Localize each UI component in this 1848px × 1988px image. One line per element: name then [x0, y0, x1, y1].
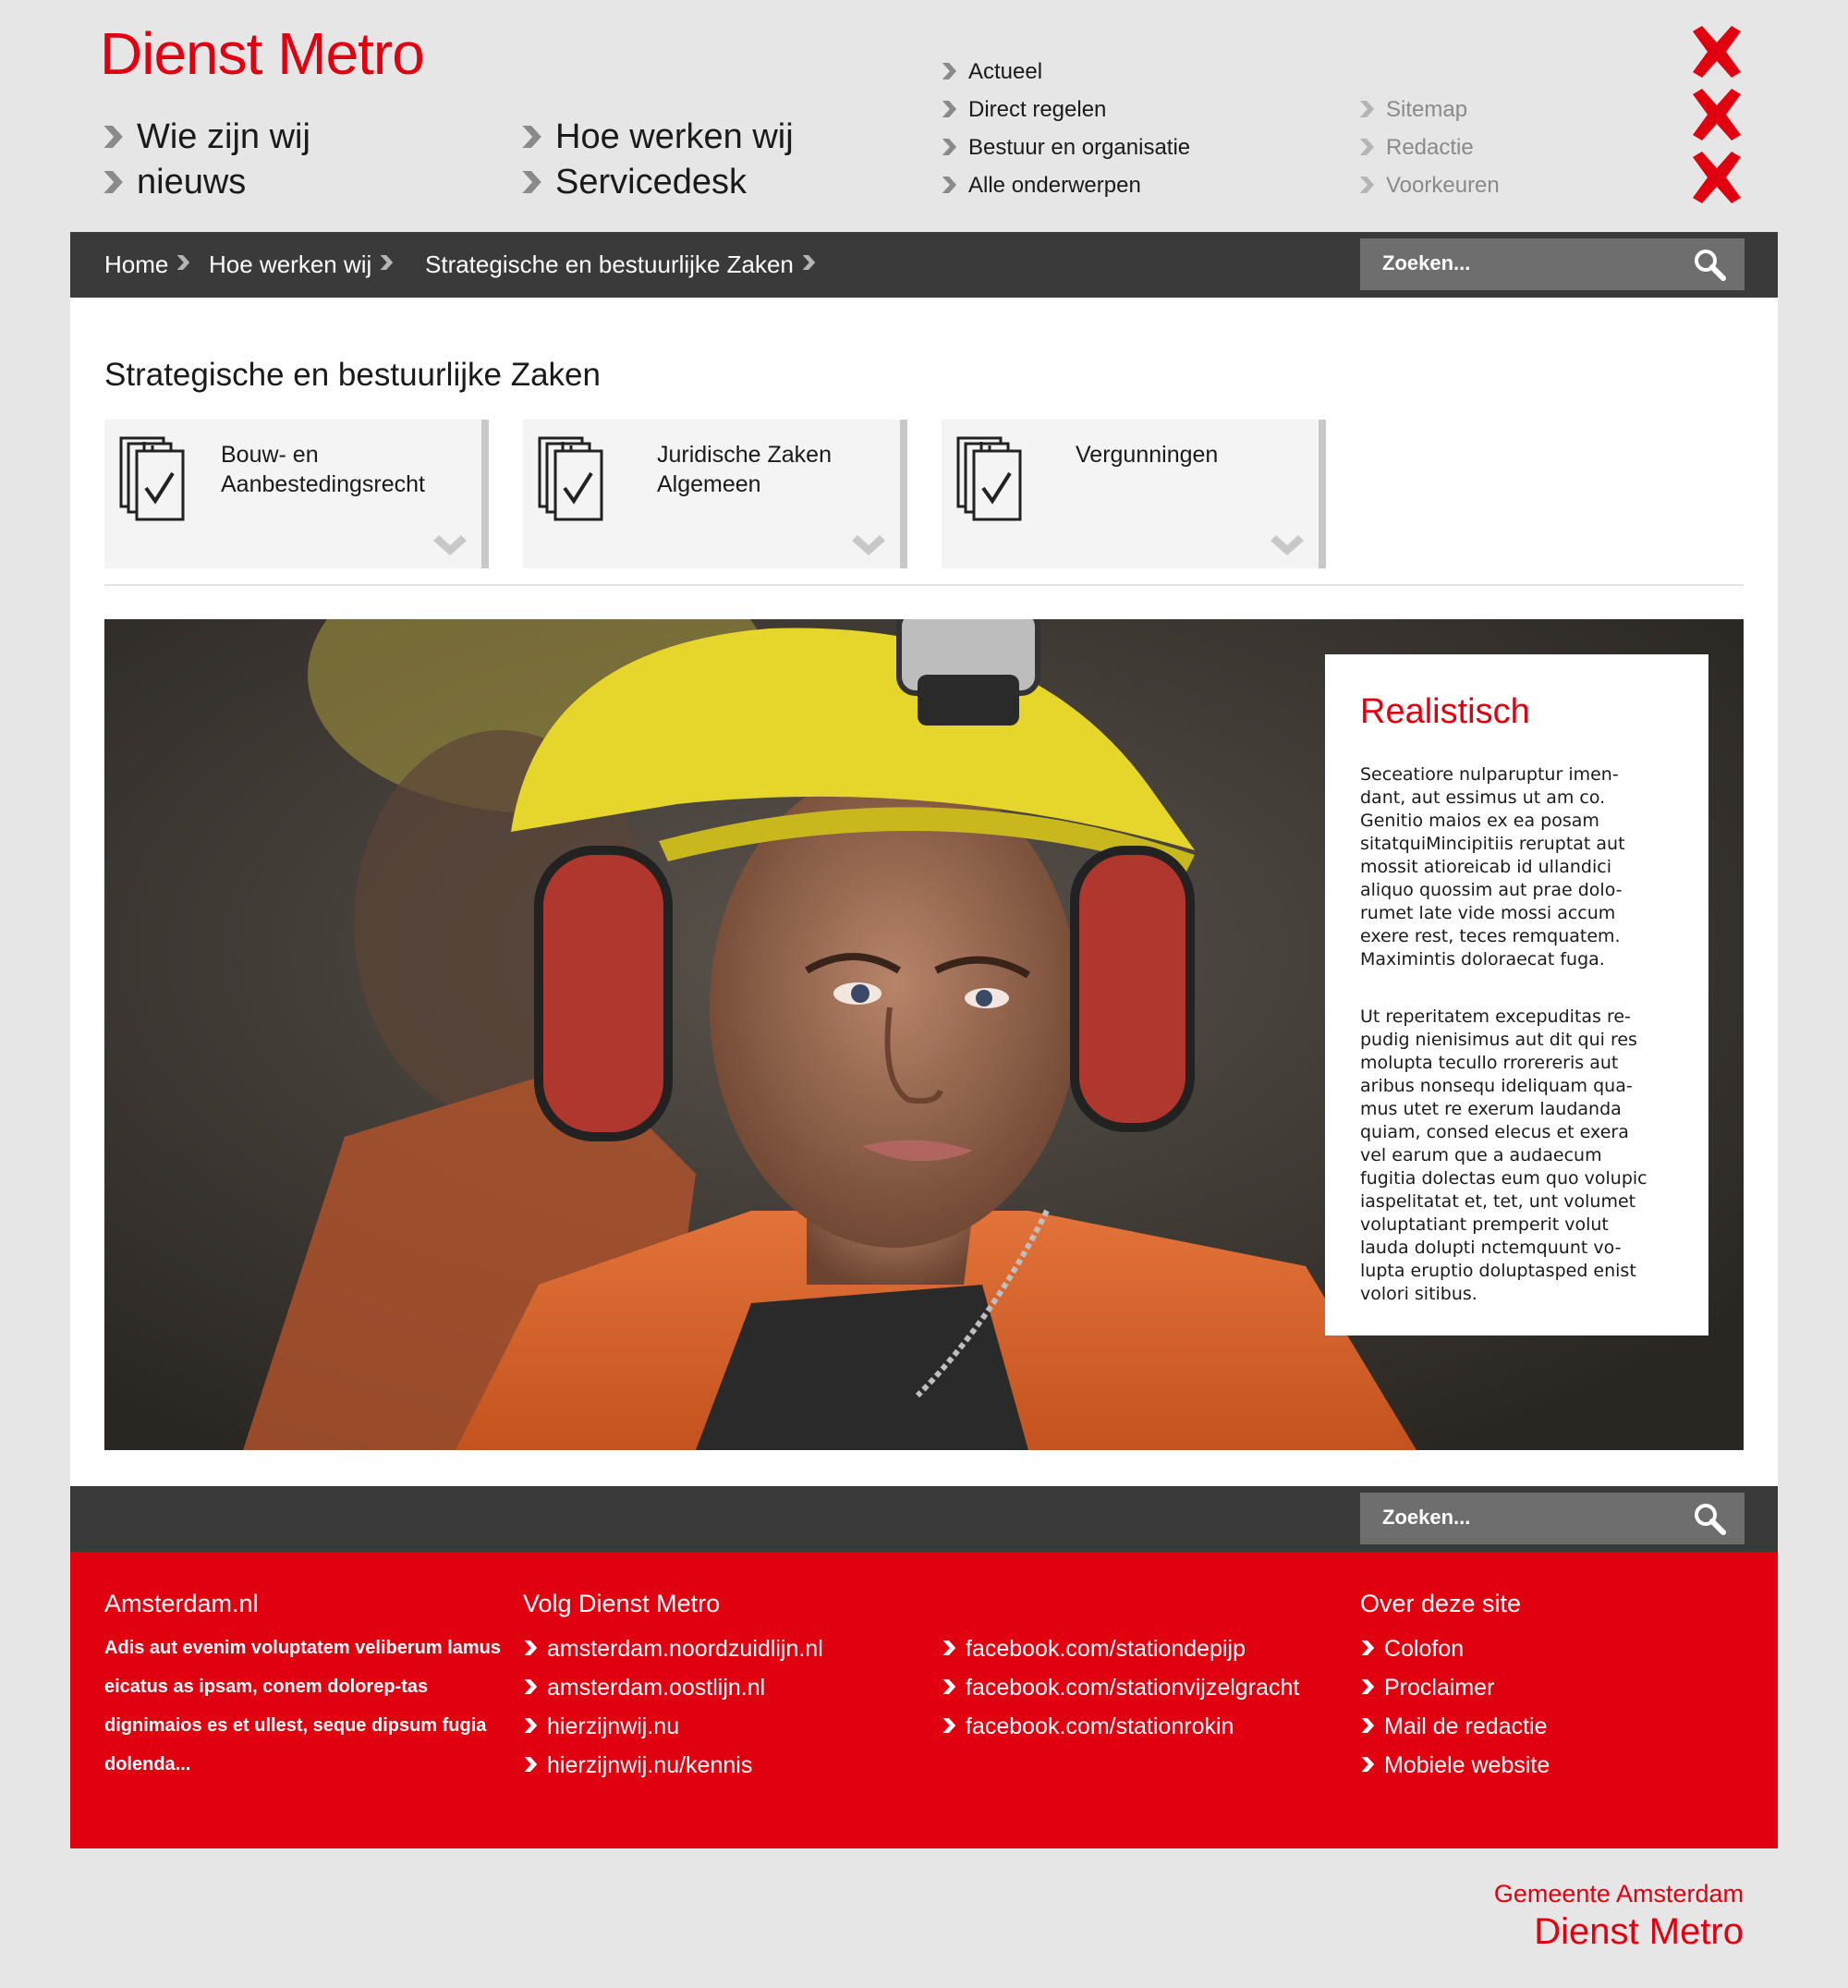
nav-wie-zijn-wij[interactable]	[102, 115, 310, 159]
nav-label: Redactie	[1386, 135, 1474, 160]
breadcrumb-label: Strategische en bestuurlijke Zaken	[425, 250, 794, 278]
chevron-down-icon[interactable]	[1269, 535, 1306, 561]
footer	[70, 1552, 1778, 1848]
chevron-right-icon	[941, 138, 957, 156]
chevron-right-icon	[941, 100, 957, 118]
search-icon[interactable]	[1693, 1502, 1726, 1535]
category-card-bouw[interactable]	[104, 420, 489, 568]
breadcrumb-hoe-werken-wij[interactable]	[209, 232, 394, 298]
nav-label: Actueel	[968, 59, 1043, 84]
chevron-right-icon	[102, 124, 124, 150]
chevron-down-icon[interactable]	[850, 535, 887, 561]
chevron-right-icon	[1360, 1677, 1375, 1697]
info-box-paragraph: Ut reperitatem excepuditas re- pudig nienisimus aut dit qui res molupta tecullo rrorereris aut aribus nonsequ ideliquam qua- mus utet re exerum laudanda quiam, consed elecus et exera vel earum que a audaecum fugitia dolectas eum quo volupic iaspelitatat et, tet, unt volumet voluptatiant premperit volut lauda dolupti nctemquunt vo- lupta eruptio doluptasped enist volori sitibus.	[1360, 1006, 1647, 1304]
card-title: Juridische Zaken Algemeen	[657, 442, 832, 497]
nav-label: nieuws	[137, 163, 247, 201]
dienst-metro-logo-text[interactable]: Dienst Metro	[1534, 1911, 1744, 1952]
footer-link[interactable]: hierzijnwij.nu	[523, 1707, 823, 1746]
nav-label: Voorkeuren	[1386, 173, 1500, 198]
chevron-right-icon	[1358, 100, 1375, 118]
breadcrumb-label: Home	[104, 250, 169, 278]
document-check-icon	[538, 436, 606, 521]
chevron-right-icon	[941, 62, 957, 80]
nav-label: Alle onderwerpen	[968, 173, 1141, 198]
search-placeholder: Zoeken...	[1382, 1506, 1471, 1529]
footer-link[interactable]: facebook.com/stationrokin	[942, 1707, 1299, 1746]
chevron-right-icon	[520, 124, 542, 150]
chevron-right-icon	[942, 1638, 956, 1658]
nav-label: Hoe werken wij	[555, 117, 794, 156]
footer-link[interactable]: Proclaimer	[1360, 1668, 1550, 1707]
footer-link[interactable]: hierzijnwij.nu/kennis	[523, 1746, 823, 1785]
chevron-right-icon	[942, 1677, 956, 1697]
chevron-right-icon	[379, 252, 394, 273]
footer-link[interactable]: amsterdam.oostlijn.nl	[523, 1668, 823, 1707]
search-input[interactable]	[1360, 238, 1745, 290]
chevron-right-icon	[176, 252, 190, 273]
breadcrumb-label: Hoe werken wij	[209, 250, 372, 278]
nav-bestuur-en-organisatie[interactable]	[941, 128, 1190, 166]
info-box	[1325, 654, 1708, 1335]
cross-icon	[1689, 152, 1745, 203]
breadcrumb-home[interactable]	[104, 232, 190, 298]
nav-servicedesk[interactable]	[520, 160, 747, 204]
chevron-right-icon	[942, 1715, 956, 1736]
chevron-right-icon	[520, 169, 542, 195]
chevron-right-icon	[523, 1677, 538, 1697]
footer-heading-over: Over deze site	[1360, 1590, 1522, 1617]
nav-label: Wie zijn wij	[137, 117, 310, 156]
chevron-right-icon	[523, 1638, 538, 1658]
card-title: Bouw- en Aanbestedingsrecht	[221, 442, 425, 497]
breadcrumb	[70, 232, 1778, 298]
footer-link[interactable]: amsterdam.noordzuidlijn.nl	[523, 1629, 823, 1668]
info-box-title: Realistisch	[1360, 692, 1530, 731]
footer-link[interactable]: facebook.com/stationdepijp	[942, 1629, 1299, 1668]
footer-heading-volg: Volg Dienst Metro	[523, 1590, 721, 1617]
breadcrumb-current[interactable]	[425, 232, 816, 298]
amsterdam-crosses-logo	[1689, 26, 1745, 203]
footer-link[interactable]: Mail de redactie	[1360, 1707, 1550, 1746]
info-box-paragraph: Seceatiore nulparuptur imen- dant, aut essimus ut am co. Genitio maios ex ea posam sitatquiMincipitiis reruptat aut mossit atioreicab id ullandici aliquo quossim aut prae dolo- rumet late vide mossi accum exere rest, teces remquatem. Maximintis doloraecat fuga.	[1360, 764, 1625, 970]
chevron-right-icon	[1358, 138, 1375, 156]
nav-nieuws[interactable]	[102, 160, 246, 204]
category-card-juridische-zaken[interactable]	[523, 420, 907, 568]
chevron-right-icon	[102, 169, 124, 195]
chevron-right-icon	[1360, 1715, 1375, 1736]
nav-voorkeuren[interactable]	[1358, 166, 1500, 204]
nav-label: Sitemap	[1386, 97, 1468, 122]
chevron-down-icon[interactable]	[432, 535, 468, 561]
chevron-right-icon	[523, 1715, 538, 1736]
nav-alle-onderwerpen[interactable]	[941, 166, 1141, 204]
nav-sitemap[interactable]	[1358, 91, 1467, 128]
footer-heading-amsterdam[interactable]: Amsterdam.nl	[104, 1590, 259, 1617]
chevron-right-icon	[941, 176, 957, 194]
footer-link[interactable]: facebook.com/stationvijzelgracht	[942, 1668, 1299, 1707]
footer-links-over	[1360, 1629, 1550, 1785]
chevron-right-icon	[523, 1754, 538, 1775]
footer-intro-text: Adis aut evenim voluptatem veliberum lamus eicatus as ipsam, conem dolorep-tas dignimaios es et ullest, seque dipsum fugia dolenda...	[104, 1638, 502, 1775]
gemeente-amsterdam-logo-text[interactable]: Gemeente Amsterdam	[1493, 1880, 1744, 1908]
footer-link[interactable]: Colofon	[1360, 1629, 1550, 1668]
cross-icon	[1689, 26, 1745, 78]
chevron-right-icon	[1358, 176, 1375, 194]
footer-links-facebook	[942, 1629, 1299, 1746]
chevron-right-icon	[1360, 1754, 1375, 1775]
nav-label: Servicedesk	[555, 163, 747, 201]
nav-actueel[interactable]	[941, 53, 1042, 91]
page-title: Strategische en bestuurlijke Zaken	[104, 357, 601, 393]
footer-link[interactable]: Mobiele website	[1360, 1746, 1550, 1785]
nav-redactie[interactable]	[1358, 128, 1474, 166]
divider	[104, 584, 1744, 586]
card-title: Vergunningen	[1076, 442, 1219, 468]
search-icon[interactable]	[1693, 248, 1726, 281]
nav-direct-regelen[interactable]	[941, 91, 1106, 128]
footer-links-volg	[523, 1629, 823, 1785]
category-card-vergunningen[interactable]	[942, 420, 1326, 568]
footer-search-bar	[70, 1486, 1778, 1552]
search-placeholder: Zoeken...	[1382, 251, 1471, 274]
nav-hoe-werken-wij[interactable]	[520, 115, 794, 159]
chevron-right-icon	[801, 252, 816, 273]
document-check-icon	[119, 436, 188, 521]
cross-icon	[1689, 89, 1745, 140]
nav-label: Direct regelen	[968, 97, 1107, 122]
document-check-icon	[956, 436, 1025, 521]
nav-label: Bestuur en organisatie	[968, 135, 1191, 160]
footer-search-input[interactable]	[1360, 1493, 1745, 1544]
chevron-right-icon	[1360, 1638, 1375, 1658]
site-title[interactable]: Dienst Metro	[100, 20, 424, 87]
